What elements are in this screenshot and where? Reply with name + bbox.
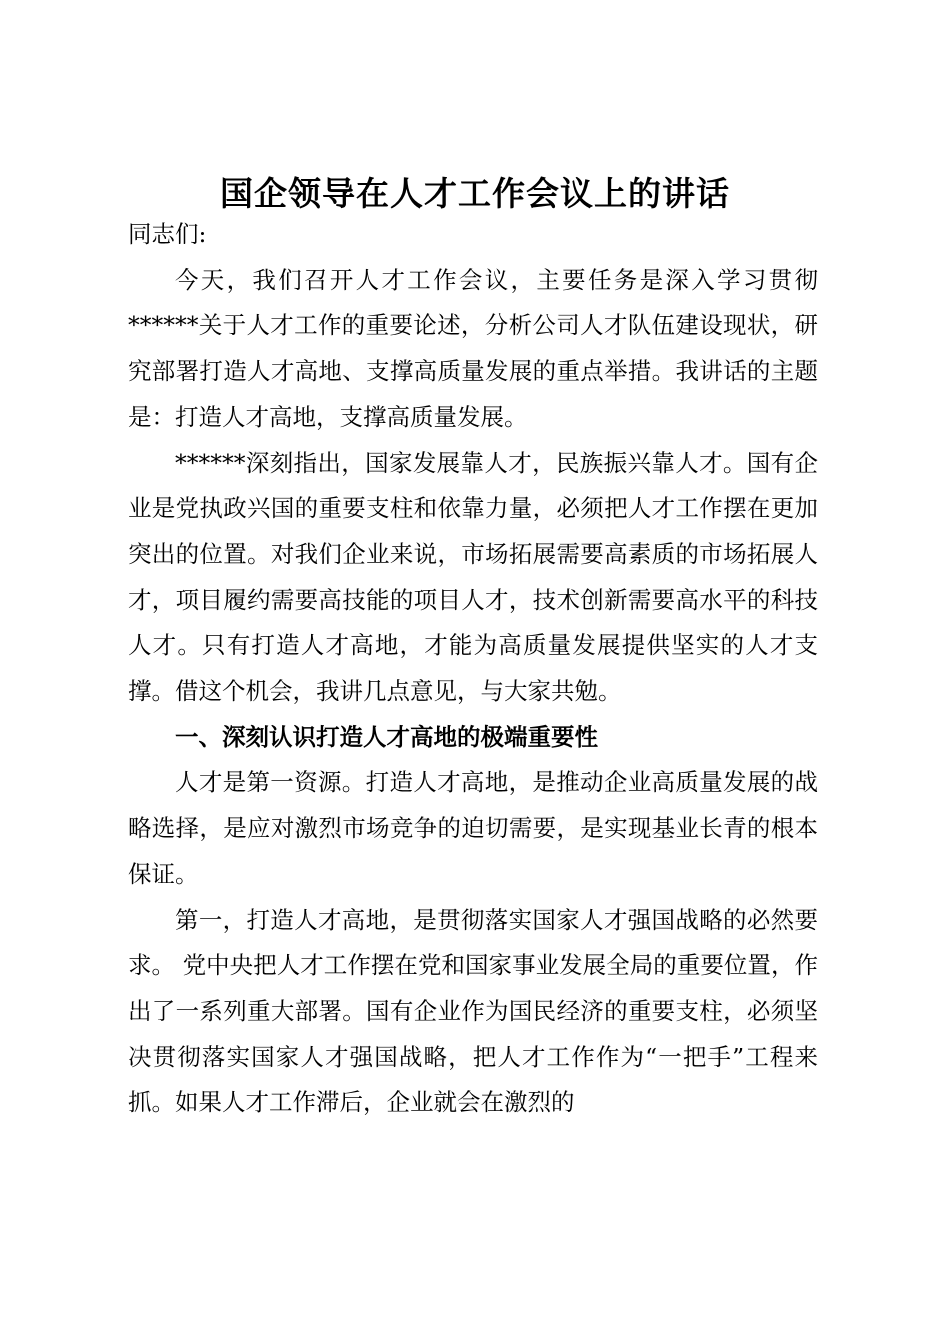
context-paragraph: ******深刻指出，国家发展靠人才，民族振兴靠人才。国有企业是党执政兴国的重要支柱和依靠力量，必须把人才工作摆在更加突出的位置。对我们企业来说，市场拓展需要高素质的市场拓展人才，项目履约需要高技能的项目人才，技术创新需要高水平的科技人才。只有打造人才高地，才能为高质量发展提供坚实的人才支撑。借这个机会，我讲几点意见，与大家共勉。 — [128, 448, 818, 706]
section-paragraph: 第一，打造人才高地，是贯彻落实国家人才强国战略的必然要求。 党中央把人才工作摆在党和国家事业发展全局的重要位置，作出了一系列重大部署。国有企业作为国民经济的重要支柱，必须坚决贯彻落实国家人才强国战略，把人才工作作为“一把手”工程来抓。如果人才工作滞后，企业就会在激烈的 — [128, 905, 818, 1117]
section-heading: 一、深刻认识打造人才高地的极端重要性 — [175, 722, 598, 751]
section-paragraph: 人才是第一资源。打造人才高地，是推动企业高质量发展的战略选择，是应对激烈市场竞争的迫切需要，是实现基业长青的根本保证。 — [128, 768, 818, 888]
document-body — [128, 212, 818, 1126]
intro-paragraph: 今天，我们召开人才工作会议，主要任务是深入学习贯彻******关于人才工作的重要论述，分析公司人才队伍建设现状，研究部署打造人才高地、支撑高质量发展的重点举措。我讲话的主题是：打造人才高地，支撑高质量发展。 — [128, 265, 818, 431]
document-title: 国企领导在人才工作会议上的讲话 — [220, 174, 730, 213]
salutation: 同志们: — [128, 220, 207, 248]
